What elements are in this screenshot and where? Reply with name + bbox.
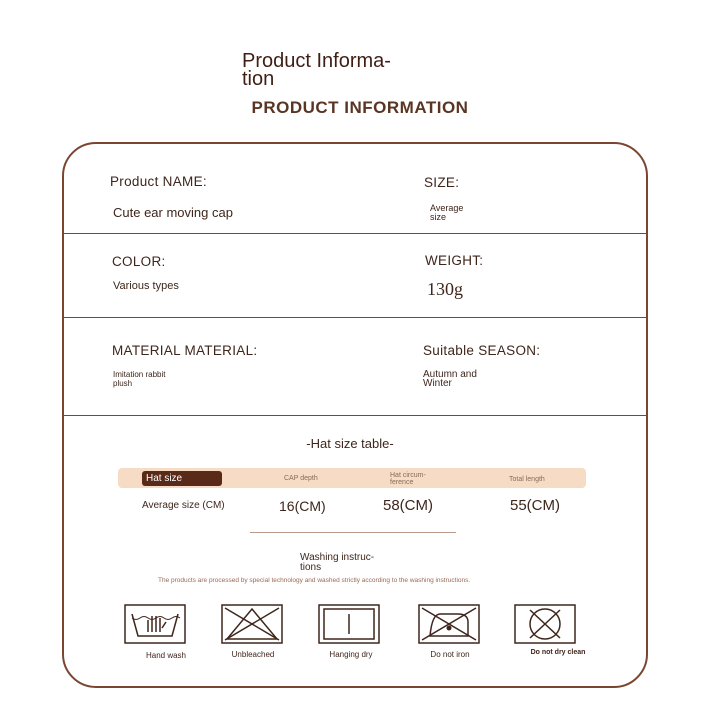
- hanging-dry-icon: [318, 604, 380, 644]
- size-table-title: -Hat size table-: [306, 436, 394, 451]
- row-divider: [64, 233, 648, 234]
- size-label: SIZE:: [424, 175, 460, 190]
- no-dry-clean-icon: [514, 604, 576, 644]
- no-bleach-label: Unbleached: [231, 650, 275, 659]
- color-label: COLOR:: [112, 254, 166, 269]
- weight-value: 130g: [427, 279, 463, 299]
- hand-wash-label: Hand wash: [145, 651, 187, 660]
- washing-title: Washing instruc- tions: [300, 552, 375, 573]
- hanging-dry-label: Hanging dry: [329, 650, 373, 659]
- washing-note: The products are processed by special technology and washed strictly according to the washing instructions.: [158, 577, 471, 584]
- row-divider: [64, 415, 648, 416]
- size-row-cap-depth: 16(CM): [279, 498, 326, 514]
- size-row-total-length: 55(CM): [510, 497, 561, 514]
- color-value: Various types: [113, 280, 179, 292]
- size-table-header-total-length: Total length: [509, 476, 545, 483]
- page-title: Product Informa- tion: [242, 50, 391, 90]
- size-value: Average size: [430, 203, 464, 222]
- size-table-header-cap-depth: CAP depth: [284, 475, 318, 482]
- name-value: Cute ear moving cap: [113, 205, 233, 220]
- no-iron-icon: [418, 604, 480, 644]
- no-bleach-icon: [221, 604, 283, 644]
- no-iron-label: Do not iron: [430, 650, 470, 659]
- size-table-header-circumference: Hat circum- ference: [390, 472, 426, 486]
- no-dry-clean-label: Do not dry clean: [530, 649, 586, 656]
- weight-label: WEIGHT:: [425, 253, 484, 268]
- season-value: Autumn and Winter: [423, 369, 477, 389]
- page-title-caps: PRODUCT INFORMATION: [251, 98, 469, 117]
- row-divider: [64, 317, 648, 318]
- season-label: Suitable SEASON:: [423, 343, 541, 358]
- size-table-header-hat-size: Hat size: [142, 471, 222, 486]
- name-label: Product NAME:: [110, 174, 207, 189]
- size-row-circumference: 58(CM): [383, 497, 434, 514]
- material-value: Imitation rabbit plush: [113, 370, 166, 388]
- divider: [250, 532, 456, 533]
- size-row-label: Average size (CM): [142, 500, 225, 511]
- hand-wash-icon: [124, 604, 186, 644]
- material-label: MATERIAL MATERIAL:: [112, 343, 258, 358]
